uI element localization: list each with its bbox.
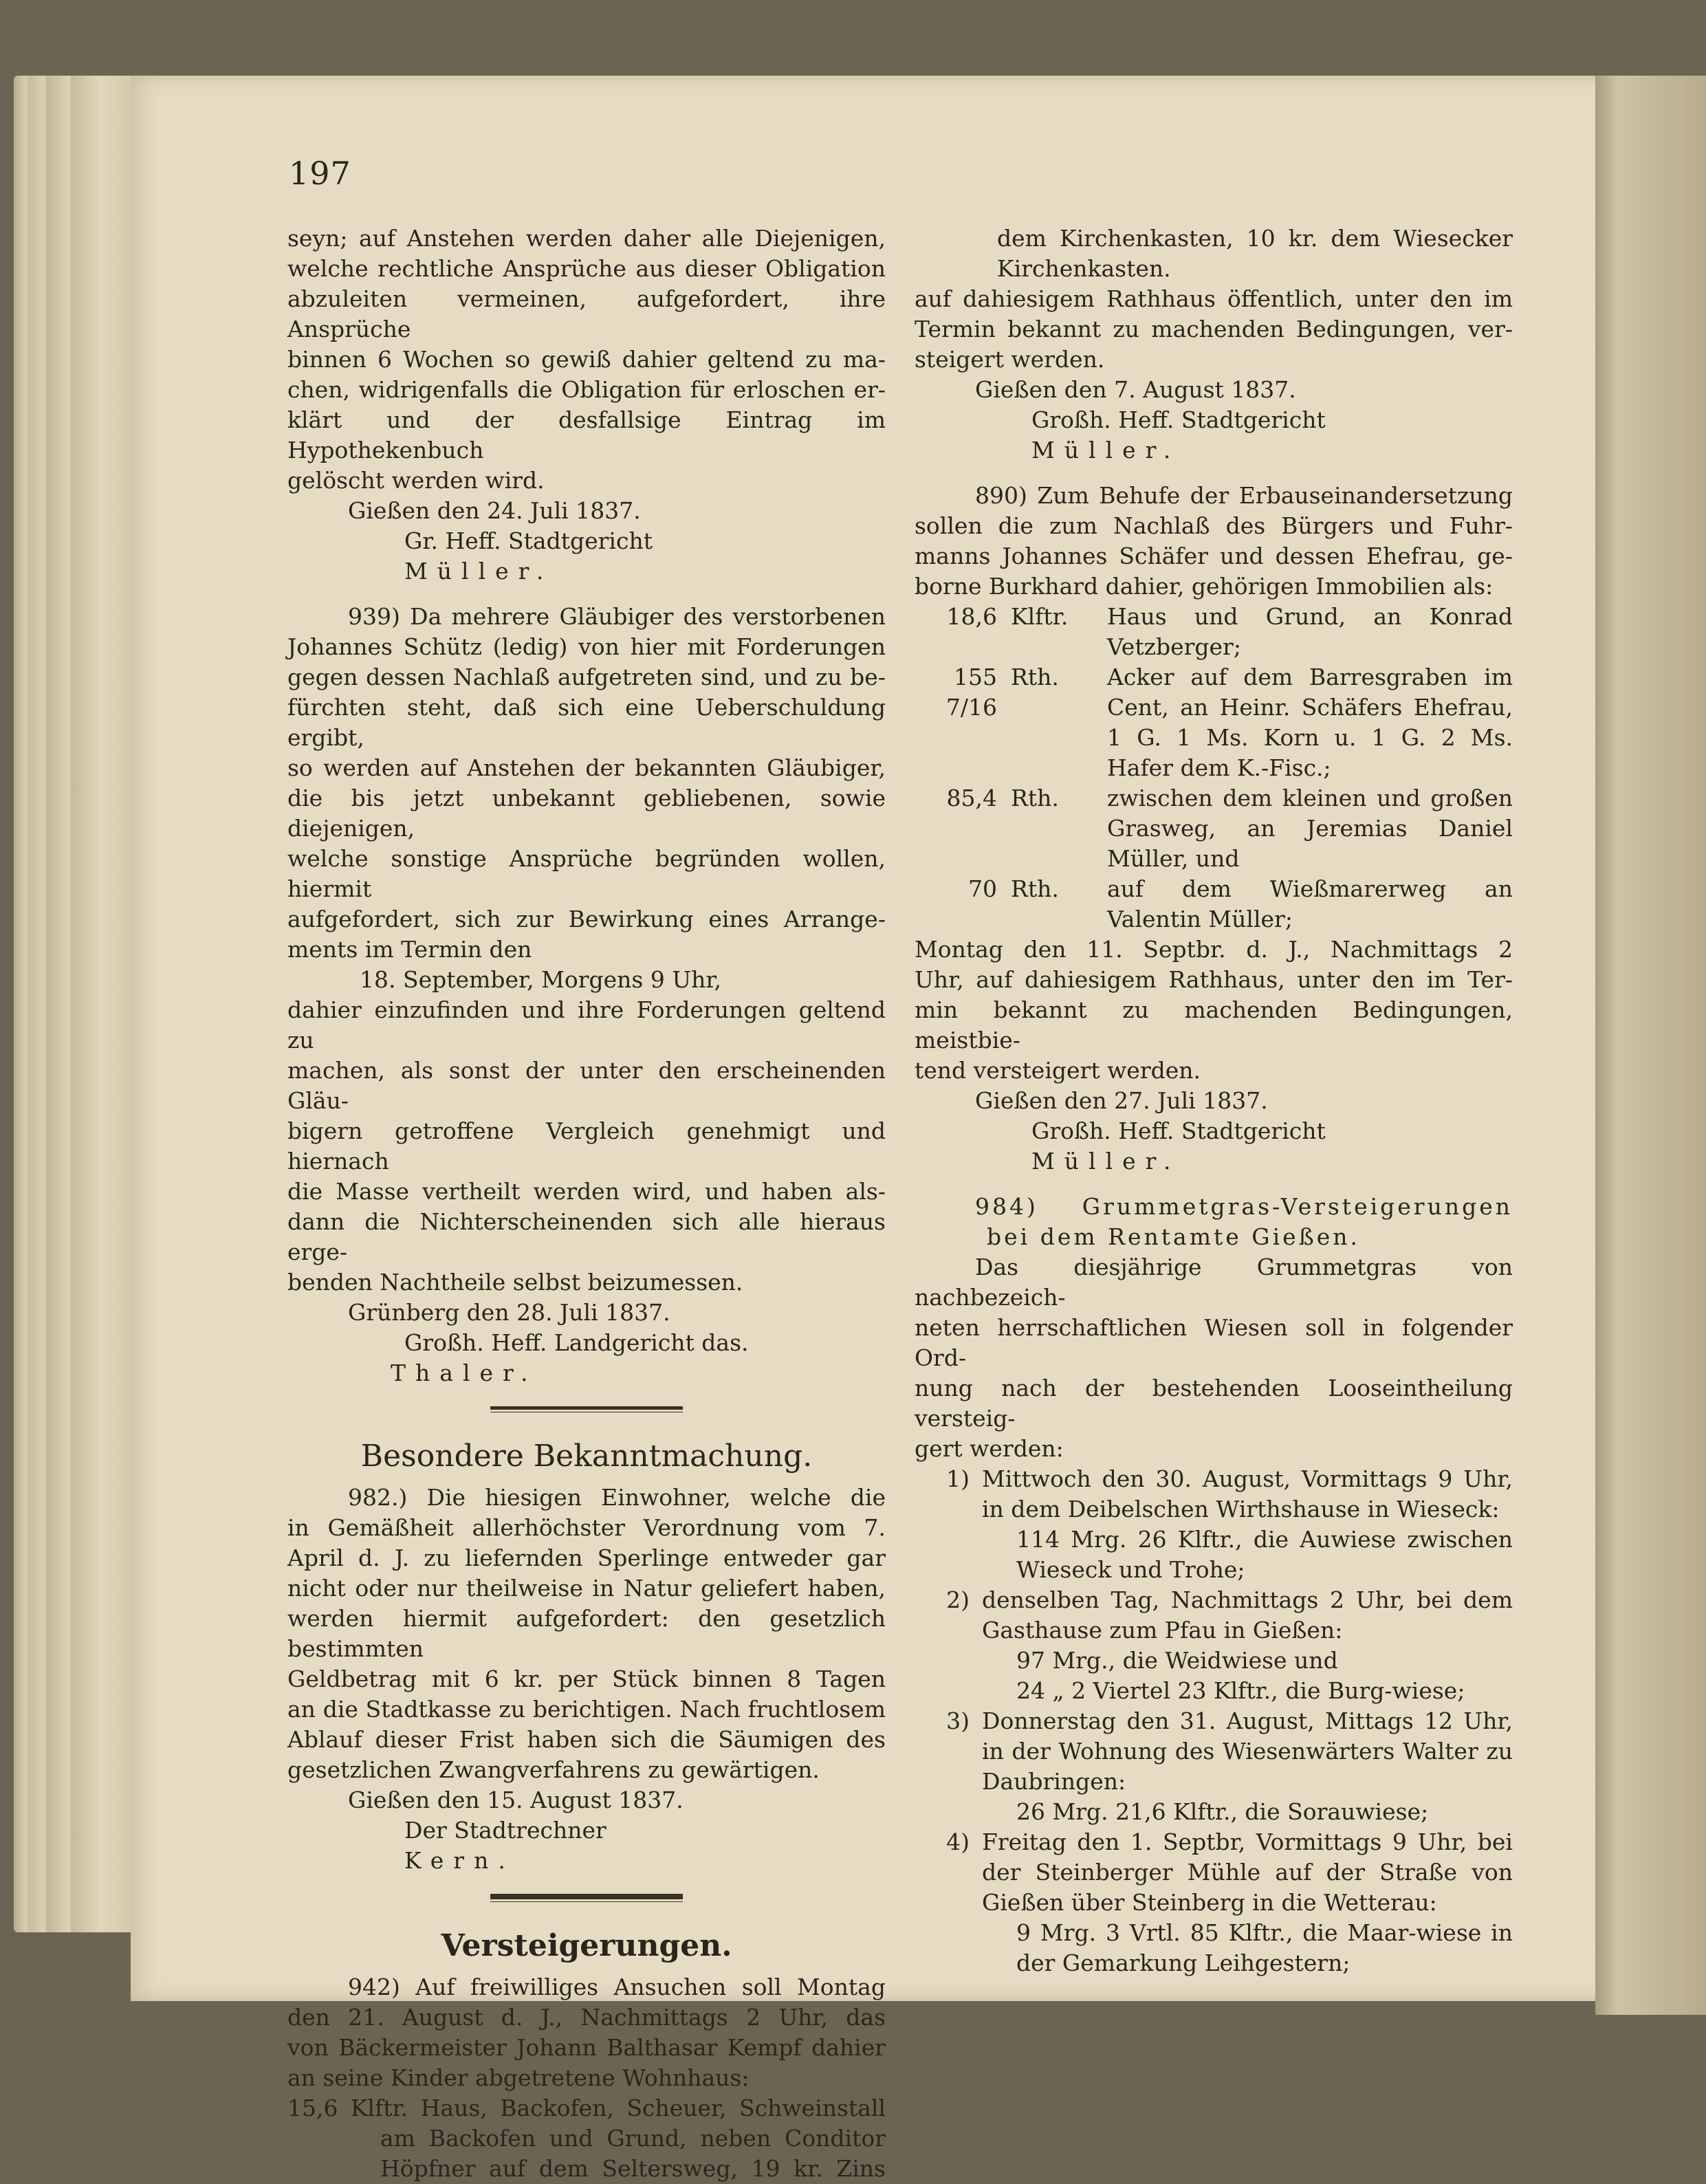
signer: Thaler. [391,1359,538,1386]
notice-942-line: von Bäckermeister Johann Balthasar Kempf dahier [287,2034,886,2061]
notice-939-line: dann die Nichterscheinenden sich alle hieraus erge- [287,1208,886,1265]
notice-date: Gießen den 27. Juli 1837. [975,1087,1268,1114]
property-desc: auf dem Wießmarerweg an Valentin Müller; [1107,875,1513,932]
text-line: dem Kirchenkasten, 10 kr. dem Wiesecker [997,225,1513,252]
property-unit: Rth. [1011,875,1059,902]
property-amount: 155 7/16 [945,664,997,721]
signer: Müller. [1031,1148,1181,1175]
notice-984-line: Das diesjährige Grummetgras von nachbezeich- [915,1254,1513,1311]
list-number: 2) [946,1586,970,1613]
notice-982-line: Ablauf dieser Frist haben sich die Säumigen des [287,1726,886,1753]
property-unit: Rth. [1011,785,1059,811]
notice-939-line: gegen dessen Nachlaß aufgetreten sind, und zu be- [287,664,886,690]
list-sub: 97 Mrg., die Weidwiese und [1016,1647,1338,1674]
notice-984-subtitle: bei dem Rentamte Gießen. [987,1223,1361,1250]
notice-982-line: April d. J. zu liefernden Sperlinge entweder gar [287,1544,886,1571]
list-sub: 114 Mrg. 26 Klftr., die Auwiese zwischen Wieseck und Trohe; [1016,1526,1513,1583]
list-text: Mittwoch den 30. August, Vormittags 9 Uhr, in dem Deibelschen Wirthshause in Wieseck: [982,1465,1513,1522]
text-line: auf dahiesigem Rathhaus öffentlich, unter den im [915,285,1513,312]
notice-890-line: Montag den 11. Septbr. d. J., Nachmittags 2 [915,936,1513,963]
section-title-announcement: Besondere Bekanntmachung. [360,1439,813,1474]
notice-942-line: an seine Kinder abgetretene Wohnhaus: [287,2064,750,2091]
section-rule [490,1894,683,1902]
notice-939-line: machen, als sonst der unter den erscheinenden Gläu- [287,1057,886,1114]
table-row [915,874,1513,935]
notice-939-line: welche sonstige Ansprüche begründen wollen, hiermit [287,845,886,902]
list-sub: 24 „ 2 Viertel 23 Klftr., die Burg-wiese; [1016,1677,1465,1704]
notice-890-line: manns Johannes Schäfer und dessen Ehefrau, ge- [915,543,1513,569]
notice-939-line: die Masse vertheilt werden wird, und haben als- [287,1178,886,1205]
table-row [915,602,1513,662]
text-line: welche rechtliche Ansprüche aus dieser Obligation [287,255,886,282]
list-text: Freitag den 1. Septbr, Vormittags 9 Uhr, bei der Steinberger Mühle auf der Straße von Gießen über Steinberg in die Wetterau: [982,1828,1513,1916]
notice-939-line: aufgefordert, sich zur Bewirkung eines Arrange- [287,906,886,932]
notice-982-line: nicht oder nur theilweise in Natur geliefert haben, [287,1575,886,1602]
notice-890-line: sollen die zum Nachlaß des Bürgers und Fuhr- [915,512,1513,539]
notice-939-line: 939) Da mehrere Gläubiger des verstorbenen [348,603,886,630]
text-line: gelöscht werden wird. [287,467,545,494]
notice-982-line: gesetzlichen Zwangverfahrens zu gewärtigen. [287,1756,820,1783]
notice-890-line: 890) Zum Behufe der Erbauseinandersetzung [975,482,1513,509]
court-name: Großh. Heff. Stadtgericht [1031,406,1326,433]
notice-939-line: ments im Termin den [287,936,532,963]
notice-date: Gießen den 24. Juli 1837. [348,497,641,524]
right-column [915,223,1513,1978]
page-fold [1595,76,1706,2015]
notice-date: Gießen den 15. August 1837. [348,1787,684,1813]
list-text: denselben Tag, Nachmittags 2 Uhr, bei dem Gasthause zum Pfau in Gießen: [982,1586,1513,1644]
notice-984-line: gert werden: [915,1435,1064,1462]
list-item [915,1706,1513,1827]
table-row [915,783,1513,874]
list-item [915,1585,1513,1706]
list-number: 4) [946,1828,970,1855]
notice-890-line: tend versteigert werden. [915,1057,1201,1084]
property-desc: Haus und Grund, an Konrad Vetzberger; [1107,603,1513,660]
notice-939-line: die bis jetzt unbekannt gebliebenen, sowie diejenigen, [287,785,886,842]
section-title-auctions: Versteigerungen. [441,1928,732,1963]
list-item [915,1827,1513,1978]
property-desc: zwischen dem kleinen und großen Grasweg, an Jeremias Daniel Müller, und [1107,785,1513,872]
notice-939-line: so werden auf Anstehen der bekannten Gläubiger, [287,754,886,781]
list-number: 1) [946,1465,970,1492]
list-text: Donnerstag den 31. August, Mittags 12 Uhr, in der Wohnung des Wiesenwärters Walter zu Daubringen: [982,1707,1513,1795]
property-amount: 85,4 [946,785,997,811]
notice-942-line: den 21. August d. J., Nachmittags 2 Uhr, das [287,2004,886,2031]
property-table [915,602,1513,935]
notice-date: Gießen den 7. August 1837. [975,376,1296,403]
page-edges [14,76,138,1932]
office-name: Der Stadtrechner [404,1817,606,1844]
notice-984-title: 984) Grummetgras-Versteigerungen [975,1193,1513,1220]
text-line: chen, widrigenfalls die Obligation für erloschen er- [287,376,886,403]
signer: Müller. [1031,437,1181,463]
notice-939-line: dahier einzufinden und ihre Forderungen geltend zu [287,996,886,1053]
notice-939-term: 18. September, Morgens 9 Uhr, [360,966,722,993]
court-name: Gr. Heff. Stadtgericht [404,527,653,554]
property-amount: 18,6 [946,603,997,630]
notice-939-line: fürchten steht, daß sich eine Ueberschuldung ergibt, [287,694,886,751]
page-number: 197 [289,155,351,192]
notice-984-line: neten herrschaftlichen Wiesen soll in folgender Ord- [915,1314,1513,1371]
list-sub: 26 Mrg. 21,6 Klftr., die Sorauwiese; [1016,1798,1429,1825]
notice-890-line: borne Burkhard dahier, gehörigen Immobilien als: [915,573,1494,600]
section-rule [490,1406,683,1412]
table-row [915,662,1513,783]
text-line: klärt und der desfallsige Eintrag im Hypothekenbuch [287,406,886,463]
notice-982-line: werden hiermit aufgefordert: den gesetzlich bestimmten [287,1605,886,1662]
notice-984-line: nung nach der bestehenden Looseintheilung versteig- [915,1375,1513,1432]
notice-982-line: 982.) Die hiesigen Einwohner, welche die [348,1484,886,1511]
list-item [915,1464,1513,1585]
text-line: abzuleiten vermeinen, aufgefordert, ihre Ansprüche [287,285,886,342]
notice-890-line: min bekannt zu machenden Bedingungen, meistbie- [915,996,1513,1053]
notice-date: Grünberg den 28. Juli 1837. [348,1299,670,1326]
text-line: Termin bekannt zu machenden Bedingungen, ver- [915,316,1513,342]
notice-982-line: an die Stadtkasse zu berichtigen. Nach fruchtlosem [287,1696,886,1723]
left-column [287,223,886,2184]
notice-890-line: Uhr, auf dahiesigem Rathhaus, unter den im Ter- [915,966,1513,993]
text-line: steigert werden. [915,346,1105,373]
notice-942-item: 15,6 Klftr. Haus, Backofen, Scheuer, Schweinstall [287,2095,886,2121]
notice-939-line: benden Nachtheile selbst beizumessen. [287,1269,743,1296]
court-name: Großh. Heff. Stadtgericht [1031,1117,1326,1144]
court-name: Großh. Heff. Landgericht das. [404,1329,749,1356]
text-line: seyn; auf Anstehen werden daher alle Diejenigen, [287,225,886,252]
notice-942-item: am Backofen und Grund, neben Conditor [380,2125,886,2152]
property-unit: Klftr. [1011,603,1069,630]
notice-939-line: Johannes Schütz (ledig) von hier mit Forderungen [287,633,886,660]
signer: Kern. [404,1847,515,1874]
signer: Müller. [404,558,554,585]
property-amount: 70 [968,875,997,902]
list-number: 3) [946,1707,970,1734]
notice-942-line: 942) Auf freiwilliges Ansuchen soll Montag [348,1974,886,2000]
property-unit: Rth. [1011,664,1059,690]
list-sub: 9 Mrg. 3 Vrtl. 85 Klftr., die Maar-wiese in der Gemarkung Leihgestern; [1016,1919,1513,1976]
property-desc: Acker auf dem Barresgraben im Cent, an Heinr. Schäfers Ehefrau, 1 G. 1 Ms. Korn u. 1 G. 2 Ms. Hafer dem K.-Fisc.; [1107,664,1513,781]
notice-939-line: bigern getroffene Vergleich genehmigt und hiernach [287,1117,886,1175]
notice-982-line: in Gemäßheit allerhöchster Verordnung vom 7. [287,1514,886,1541]
text-line: Kirchenkasten. [997,255,1171,282]
notice-982-line: Geldbetrag mit 6 kr. per Stück binnen 8 Tagen [287,1666,886,1692]
notice-942-item: Höpfner auf dem Seltersweg, 19 kr. Zins [380,2155,886,2182]
text-line: binnen 6 Wochen so gewiß dahier geltend zu ma- [287,346,886,373]
